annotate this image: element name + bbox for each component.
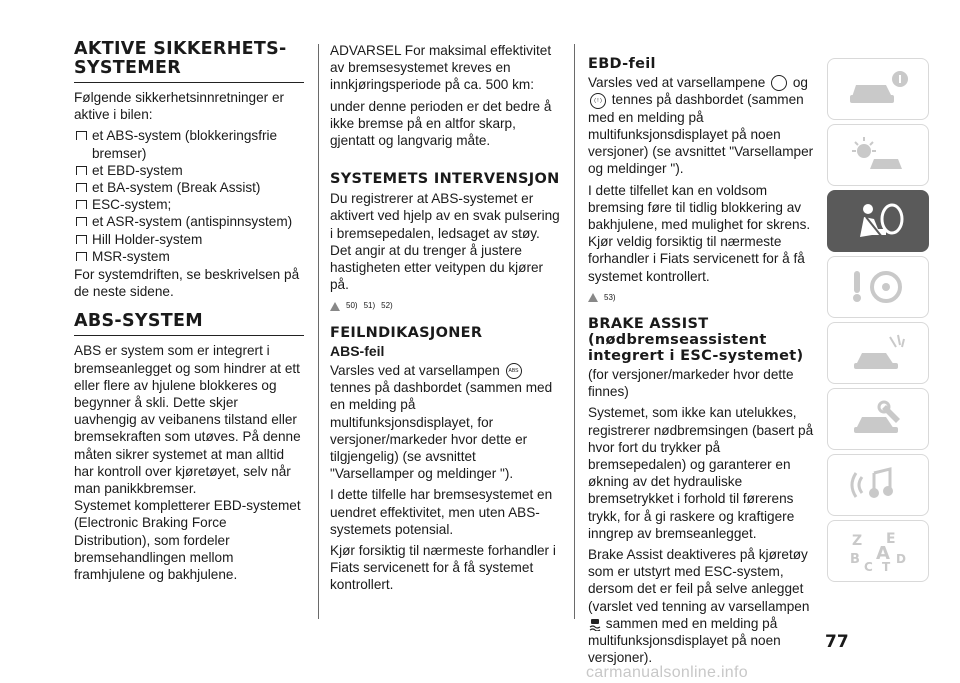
svg-text:D: D <box>896 552 906 566</box>
section-heading-faults: FEILNDIKASJONER <box>330 324 483 341</box>
column-divider <box>574 44 575 619</box>
intervention-paragraph-2: Det angir at du trenger å justere hastigheten etter veitypen du kjører på. <box>330 242 544 293</box>
section-heading-brake-assist: BRAKE ASSIST (nødbremseassistent integrert i ESC-systemet) <box>588 316 804 365</box>
starting-driving-icon <box>846 265 910 309</box>
list-item: ESC-system; <box>74 196 304 213</box>
column-2 <box>330 42 560 598</box>
intervention-paragraph-1: Du registrerer at ABS-systemet er aktivert ved hjelp av en svak pulsering i bremsepedalen, ledsaget av støy. <box>330 191 560 241</box>
page-number: 77 <box>825 632 849 652</box>
ebd-fault-title: EBD-feil <box>588 56 656 72</box>
abs-paragraph-1: ABS er system som er integrert i bremseanlegget og som hindrer at ett eller flere av hjulene blokkeres og begynner å skli. Dette skjer uavhengig av veibanens tilstand eller bremsekraften som utøves. På denne måten sikrer systemet at man alltid har kontroll over kjøretøyet, selv når man panikkbremser. <box>74 343 301 497</box>
reference-link[interactable]: 52) <box>381 301 393 311</box>
svg-text:A: A <box>876 543 890 564</box>
warning-triangle-icon <box>588 293 598 302</box>
abs-fault-paragraph-2: I dette tilfelle har bremsesystemet en uendret effektivitet, men uten ABS-systemets potensial. <box>330 487 553 537</box>
ebd-paragraph-1: Varsles ved at varsellampene og ( ! ) tennes på dashbordet (sammen med en melding på multifunksjonsdisplayet på noen versjoner) (se avsnittet "Varsellamper og meldinger "). <box>588 75 814 177</box>
tab-starting-driving[interactable] <box>827 256 929 318</box>
svg-text:Z: Z <box>852 533 863 549</box>
list-item: et EBD-system <box>74 162 304 179</box>
svg-text:E: E <box>886 531 896 547</box>
ba-paragraph-3: Brake Assist deaktiveres på kjøretøy som er utstyrt med ESC-system, dersom det er feil på selve anlegget (varslet ved tenning av varsellampen sammen med en melding på multifunksjonsdisplayet på noen versjoner). <box>588 547 810 666</box>
bullet-icon <box>76 235 87 244</box>
list-item: et BA-system (Break Assist) <box>74 179 304 196</box>
reference-link[interactable]: 50) <box>346 301 358 311</box>
safety-icon <box>846 199 910 243</box>
bullet-icon <box>76 166 87 175</box>
bullet-icon <box>76 252 87 261</box>
abs-fault-paragraph-3: Kjør forsiktig til nærmeste forhandler i Fiats servicenett for å få systemet kontrollert. <box>330 543 556 593</box>
svg-text:T: T <box>882 560 891 573</box>
systems-list <box>74 127 304 265</box>
watermark: carmanualsonline.info <box>586 664 748 681</box>
warning-text-2: under denne perioden er det bedre å ikke bremse på en altfor skarp, gjentatt og langvarig måte. <box>330 98 552 149</box>
intro-text: Følgende sikkerhetsinnretninger er aktive i bilen: <box>74 90 285 123</box>
abs-fault-title: ABS-feil <box>330 342 385 359</box>
bullet-icon <box>76 183 87 192</box>
section-heading-active-safety: AKTIVE SIKKERHETS-SYSTEMER <box>74 40 304 83</box>
list-item: Hill Holder-system <box>74 231 304 248</box>
emergency-icon <box>846 331 910 375</box>
chapter-sidebar <box>827 58 927 586</box>
tab-multimedia[interactable] <box>827 454 929 516</box>
column-3 <box>588 56 818 671</box>
bullet-icon <box>76 131 87 140</box>
ebd-warning-lamp-icon <box>771 75 787 91</box>
warning-text: ADVARSEL For maksimal effektivitet av bremsesystemet kreves en innkjøringsperiode på ca. 500 km: <box>330 43 552 93</box>
bullet-icon <box>76 200 87 209</box>
list-item: et ABS-system (blokkeringsfrie bremser) <box>74 127 304 161</box>
index-icon <box>846 529 910 573</box>
maintenance-icon <box>846 397 910 441</box>
multimedia-icon <box>846 463 910 507</box>
svg-text:B: B <box>850 552 860 567</box>
column-divider <box>318 44 319 619</box>
warning-references <box>330 297 560 314</box>
tab-index[interactable] <box>827 520 929 582</box>
esc-warning-lamp-icon <box>588 617 602 631</box>
section-heading-intervention: SYSTEMETS INTERVENSJON <box>330 171 560 188</box>
tab-emergency[interactable] <box>827 322 929 384</box>
tab-car-info[interactable] <box>827 58 929 120</box>
abs-paragraph-2: Systemet kompletterer EBD-systemet (Electronic Braking Force Distribution), som fordeler bremsehandlingen mellom framhjulene og bakhjulene. <box>74 498 301 583</box>
warning-triangle-icon <box>330 302 340 311</box>
list-item: MSR-system <box>74 248 304 265</box>
tab-safety[interactable] <box>827 190 929 252</box>
abs-warning-lamp-icon: ABS <box>506 363 522 379</box>
reference-link[interactable]: 51) <box>363 301 376 311</box>
reference-link[interactable]: 53) <box>604 292 616 302</box>
list-item: et ASR-system (antispinnsystem) <box>74 213 304 230</box>
bullet-icon <box>76 217 87 226</box>
tab-dashboard-lights[interactable] <box>827 124 929 186</box>
abs-fault-paragraph-1: Varsles ved at varsellampen ABS tennes på dashbordet (sammen med en melding på multifunksjonsdisplayet, for versjoner/markeder hvor dette er tilgjengelig) (se avsnittet "Varsellamper og meldinger "). <box>330 362 553 482</box>
column-1 <box>74 40 304 587</box>
tab-maintenance[interactable] <box>827 388 929 450</box>
ba-paragraph-1: (for versjoner/markeder hvor dette finnes) <box>588 367 794 400</box>
ebd-paragraph-2: I dette tilfellet kan en voldsom bremsing føre til tidlig blokkering av bakhjulene, med mulighet for skrens. Kjør veldig forsiktig til nærmeste forhandler i Fiats servicenett for å få systemet kontrollert. <box>588 182 811 284</box>
warning-references <box>588 289 818 306</box>
section-heading-abs: ABS-SYSTEM <box>74 312 304 336</box>
outro-text: For systemdriften, se beskrivelsen på de neste sidene. <box>74 267 300 300</box>
car-info-icon <box>846 67 910 111</box>
dashboard-lights-icon <box>846 133 910 177</box>
ba-paragraph-2: Systemet, som ikke kan utelukkes, registrerer nødbremsingen (basert på hvor fort du trykker på bremsepedalen) og garanterer en økning av det hydrauliske bremsetrykket i forhold til førerens trykk, for å gi raskere og kraftigere inngrep av bremseanlegget. <box>588 405 814 541</box>
svg-text:C: C <box>864 560 873 573</box>
brake-warning-lamp-icon: ( ! ) <box>590 93 606 109</box>
